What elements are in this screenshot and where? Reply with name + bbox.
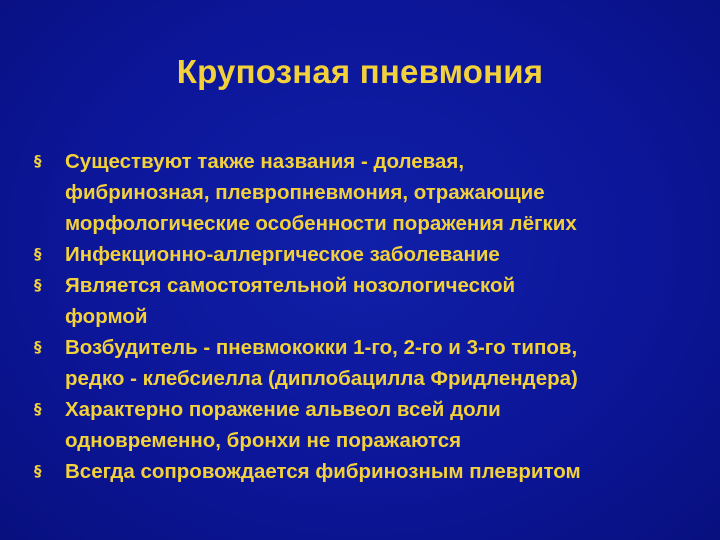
section-sign-icon: §: [34, 276, 42, 294]
bullet-text-line: Существуют также названия - долевая,: [65, 150, 465, 173]
bullet-text-line: Является самостоятельной нозологической: [65, 274, 516, 297]
slide-title: Крупозная пневмония: [176, 53, 544, 90]
bullet-item: [33, 456, 693, 487]
section-sign-icon: §: [34, 462, 42, 480]
bullet-item: [33, 239, 693, 270]
bullet-text-line: фибринозная, плевропневмония, отражающие: [65, 181, 545, 204]
bullet-text-line: Возбудитель - пневмококки 1-го, 2-го и 3-го типов,: [65, 336, 578, 359]
section-sign-icon: §: [34, 245, 42, 263]
bullet-text-line: одновременно, бронхи не поражаются: [65, 429, 462, 452]
section-sign-icon: §: [34, 400, 42, 418]
bullet-text-line: редко - клебсиелла (диплобацилла Фридлендера): [65, 367, 578, 390]
bullet-item: [33, 394, 693, 456]
bullet-text-line: Характерно поражение альвеол всей доли: [65, 398, 501, 421]
bullet-item: [33, 270, 693, 332]
bullet-text-line: морфологические особенности поражения лёгких: [65, 212, 577, 235]
bullet-text-line: Всегда сопровождается фибринозным плевритом: [65, 460, 581, 483]
section-sign-icon: §: [34, 152, 42, 170]
bullet-text-line: Инфекционно-аллергическое заболевание: [65, 243, 500, 266]
bullet-item: [33, 332, 693, 394]
bullet-text-line: формой: [65, 305, 148, 328]
bullet-item: [33, 146, 693, 239]
bullet-list: [33, 146, 693, 487]
section-sign-icon: §: [34, 338, 42, 356]
